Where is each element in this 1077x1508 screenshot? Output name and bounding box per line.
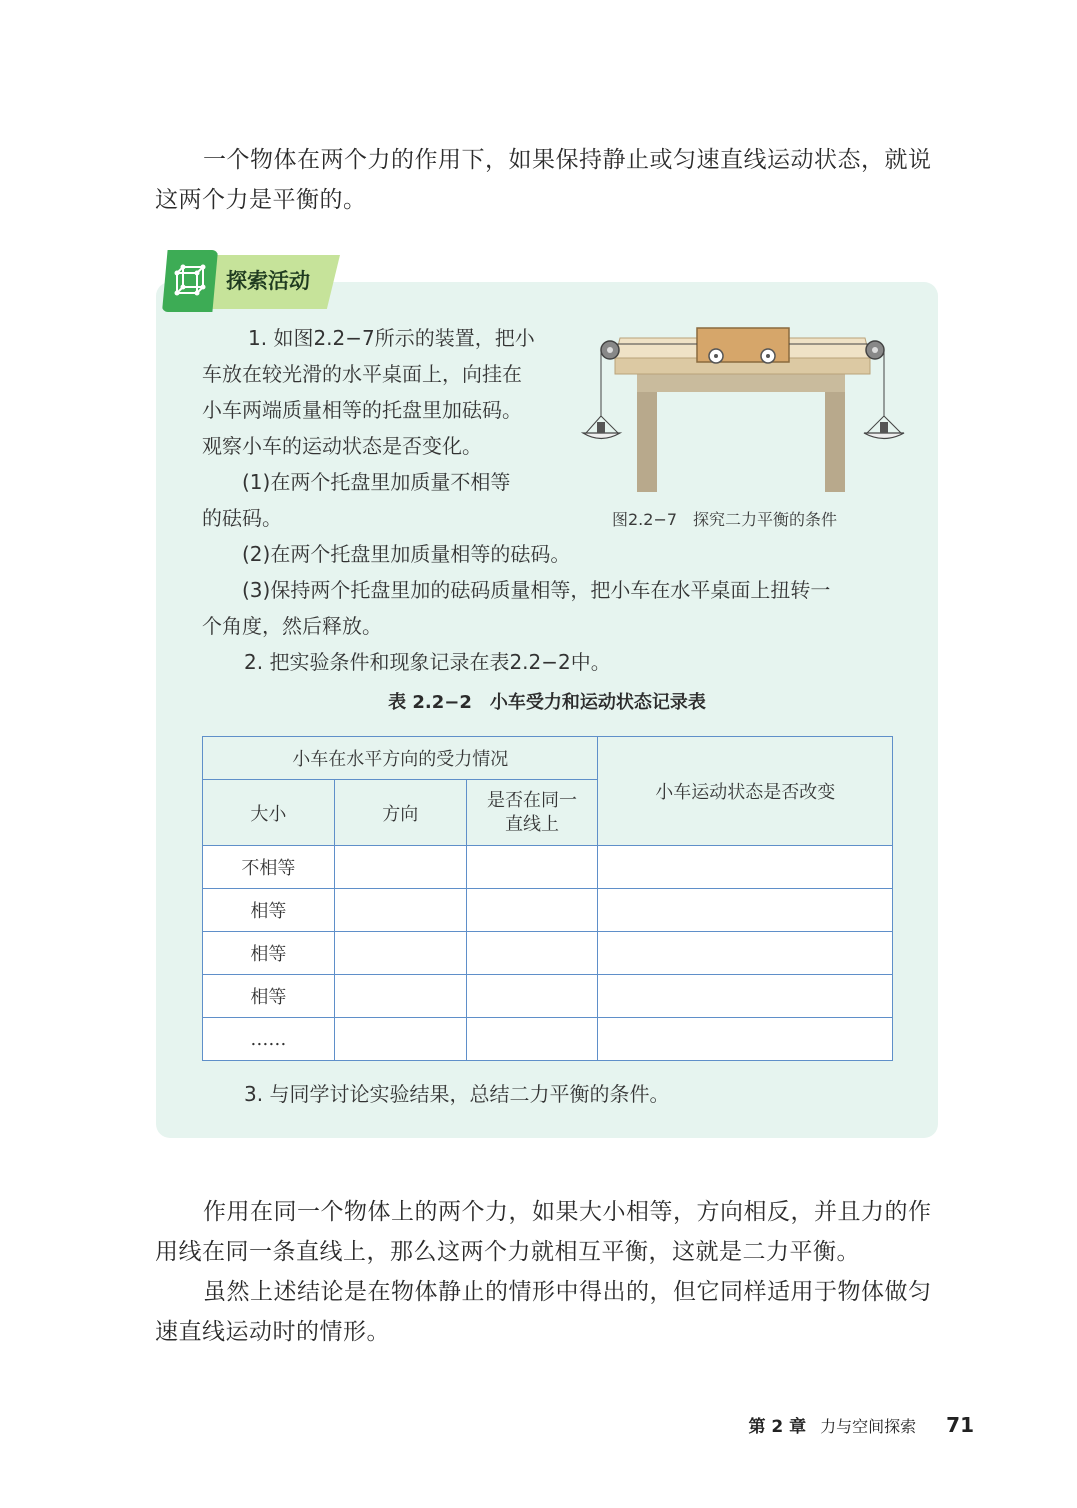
sub1-line1: (1)在两个托盘里加质量不相等 bbox=[242, 470, 511, 494]
row-size-cell: 相等 bbox=[203, 932, 335, 975]
step1-line1: 1. 如图2.2−7所示的装置，把小 bbox=[248, 326, 535, 350]
empty-cell bbox=[598, 889, 893, 932]
empty-cell bbox=[334, 1018, 466, 1061]
empty-cell bbox=[598, 846, 893, 889]
row-size-cell: …… bbox=[203, 1018, 335, 1061]
sub3-line2: 个角度，然后释放。 bbox=[202, 614, 382, 638]
table-row bbox=[203, 932, 893, 975]
empty-cell bbox=[598, 1018, 893, 1061]
row-size-cell: 相等 bbox=[203, 975, 335, 1018]
balance-apparatus-figure bbox=[580, 318, 910, 498]
sub2: (2)在两个托盘里加质量相等的砝码。 bbox=[242, 542, 571, 566]
table-title: 表 2.2−2 小车受力和运动状态记录表 bbox=[388, 692, 706, 713]
step1-line3: 小车两端质量相等的托盘里加砝码。 bbox=[202, 398, 522, 422]
step1-line4: 观察小车的运动状态是否变化。 bbox=[202, 434, 482, 458]
empty-cell bbox=[466, 1018, 598, 1061]
step1-line2: 车放在较光滑的水平桌面上，向挂在 bbox=[202, 362, 522, 386]
sub1-line2: 的砝码。 bbox=[202, 506, 282, 530]
empty-cell bbox=[598, 932, 893, 975]
header-same-line: 是否在同一直线上 bbox=[466, 780, 598, 846]
conclusion-paragraph-1: 作用在同一个物体上的两个力，如果大小相等，方向相反，并且力的作用线在同一条直线上，那么这两个力就相互平衡，这就是二力平衡。 bbox=[155, 1199, 932, 1265]
activity-tag bbox=[156, 255, 340, 309]
sub3-line1: (3)保持两个托盘里加的砝码质量相等，把小车在水平桌面上扭转一 bbox=[242, 578, 831, 602]
activity-tag-label: 探索活动 bbox=[226, 269, 310, 293]
empty-cell bbox=[466, 846, 598, 889]
header-direction: 方向 bbox=[334, 780, 466, 846]
row-size-cell: 不相等 bbox=[203, 846, 335, 889]
empty-cell bbox=[598, 975, 893, 1018]
empty-cell bbox=[334, 846, 466, 889]
table-row bbox=[203, 975, 893, 1018]
record-table bbox=[202, 736, 893, 1061]
empty-cell bbox=[334, 975, 466, 1018]
page-footer bbox=[748, 1412, 974, 1437]
empty-cell bbox=[466, 932, 598, 975]
chapter-number: 第 2 章 bbox=[748, 1417, 807, 1437]
header-size: 大小 bbox=[203, 780, 335, 846]
conclusion-paragraph-2: 虽然上述结论是在物体静止的情形中得出的，但它同样适用于物体做匀速直线运动时的情形。 bbox=[155, 1279, 932, 1345]
table-row bbox=[203, 1018, 893, 1061]
step2: 2. 把实验条件和现象记录在表2.2−2中。 bbox=[244, 650, 611, 674]
empty-cell bbox=[334, 932, 466, 975]
header-force-group: 小车在水平方向的受力情况 bbox=[203, 737, 598, 780]
step3: 3. 与同学讨论实验结果，总结二力平衡的条件。 bbox=[244, 1082, 670, 1106]
header-motion: 小车运动状态是否改变 bbox=[598, 737, 893, 846]
page-number: 71 bbox=[946, 1413, 974, 1437]
empty-cell bbox=[334, 889, 466, 932]
chapter-title: 力与空间探索 bbox=[820, 1417, 917, 1436]
cube-icon bbox=[162, 250, 218, 312]
intro-paragraph: 一个物体在两个力的作用下，如果保持静止或匀速直线运动状态，就说这两个力是平衡的。 bbox=[155, 147, 932, 213]
table-row bbox=[203, 846, 893, 889]
table-row bbox=[203, 889, 893, 932]
figure-caption: 图2.2−7 探究二力平衡的条件 bbox=[612, 510, 838, 529]
row-size-cell: 相等 bbox=[203, 889, 335, 932]
empty-cell bbox=[466, 975, 598, 1018]
empty-cell bbox=[466, 889, 598, 932]
